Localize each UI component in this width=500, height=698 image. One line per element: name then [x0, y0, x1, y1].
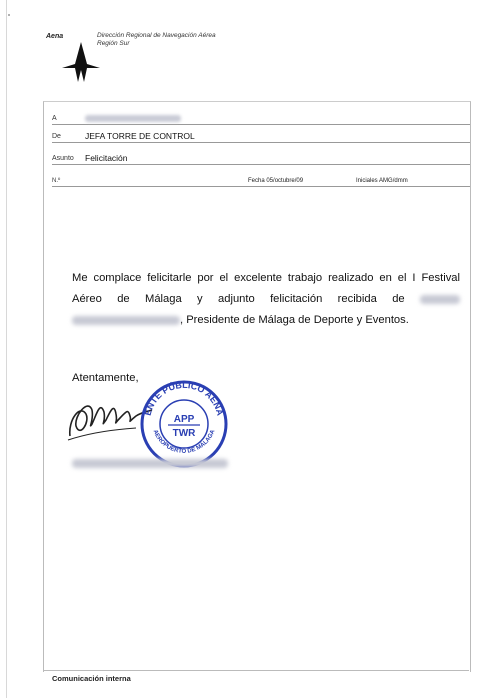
stamp-bottom-text: AEROPUERTO DE MÁLAGA [151, 429, 217, 455]
brand-name: Aena [46, 33, 64, 40]
iniciales-value: AMG/dmm [379, 178, 408, 184]
footer-label: Comunicación interna [52, 674, 131, 683]
field-asunto-label: Asunto [52, 155, 74, 162]
svg-text:ENTE PÚBLICO AENA [143, 380, 226, 417]
page-edge-line [6, 0, 7, 698]
field-num-label: N.º [52, 178, 61, 184]
fecha-field [248, 178, 303, 184]
scan-speck [8, 14, 10, 16]
redacted-name-part-1 [420, 295, 460, 304]
field-asunto-value: Felicitación [85, 153, 128, 163]
redacted-name-part-2 [72, 316, 180, 325]
aena-logo-icon [60, 40, 102, 84]
signer-name-redacted [72, 455, 232, 465]
field-a [52, 110, 470, 125]
org-line-2: Región Sur [97, 40, 130, 47]
footer-rule [43, 670, 469, 671]
organization-name [97, 32, 216, 48]
stamp-top-text: ENTE PÚBLICO AENA [142, 379, 226, 417]
closing: Atentamente, [72, 372, 139, 384]
field-a-value-redacted [85, 113, 181, 123]
field-number-row [52, 172, 470, 187]
body-text-part-1: Me complace felicitarle por el excelente trabajo realizado en el I Festival Aéreo de Málaga y adjunto felicitación recibida de [72, 272, 460, 305]
field-a-label: A [52, 115, 57, 122]
field-de-value: JEFA TORRE DE CONTROL [85, 131, 195, 141]
org-line-1: Dirección Regional de Navegación Aérea [97, 32, 216, 39]
fecha-label: Fecha [248, 178, 265, 184]
field-de-label: De [52, 133, 61, 140]
field-de [52, 128, 470, 143]
body-text-part-2: , Presidente de Málaga de Deporte y Eventos. [180, 314, 409, 326]
stamp-center-line-2: TWR [172, 428, 196, 439]
stamp-center-line-1: APP [173, 414, 195, 425]
letter-body [72, 268, 460, 331]
field-asunto [52, 150, 470, 165]
fecha-value: 05/octubre/09 [266, 178, 304, 184]
iniciales-label: Iniciales [356, 178, 378, 184]
iniciales-field [356, 178, 408, 184]
